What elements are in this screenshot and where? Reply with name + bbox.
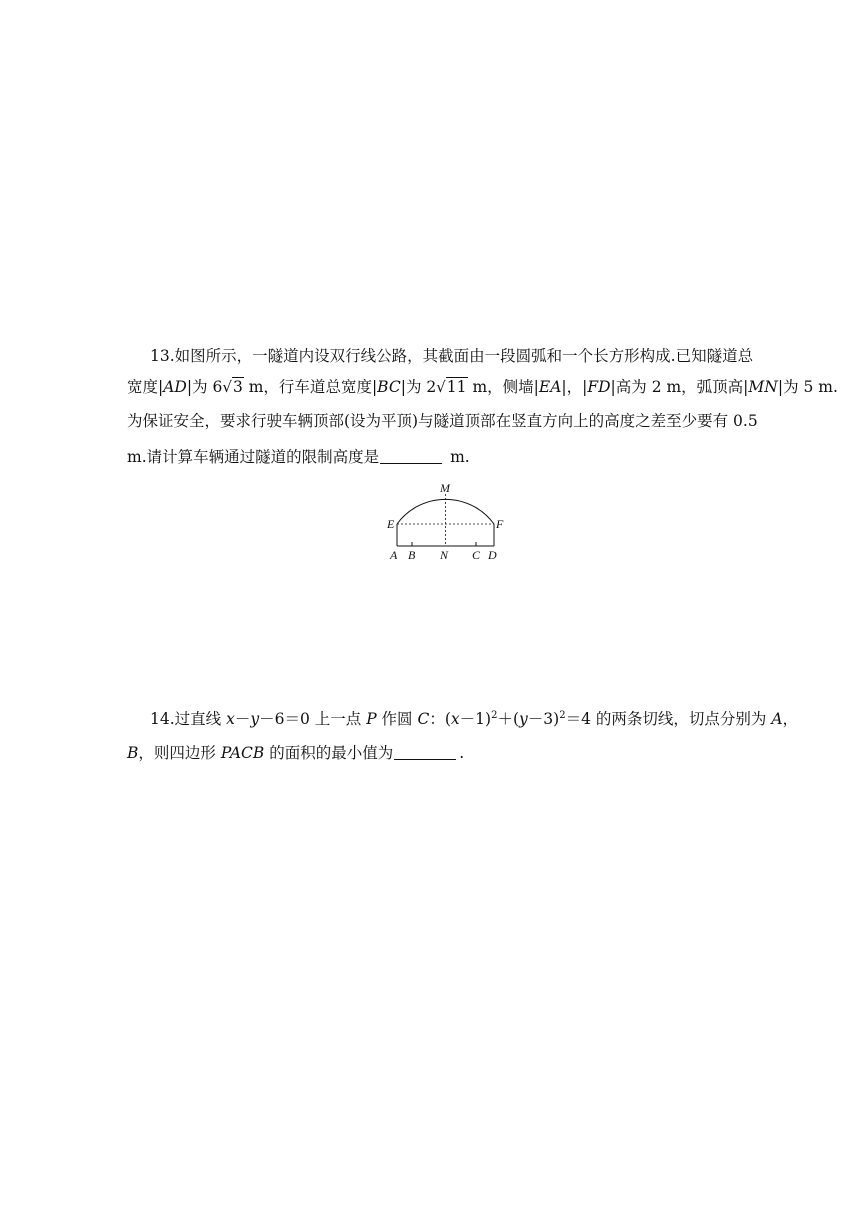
- q13-l2-p5: m，侧墙|: [467, 378, 539, 396]
- q14-sup-2: 2: [559, 710, 566, 721]
- q13-number: 13.: [150, 347, 175, 365]
- label-e: E: [387, 517, 395, 531]
- q14-l2-p1: ，则四边形: [138, 744, 221, 762]
- q13-l2-p8: |为 5 m.: [777, 378, 838, 396]
- q13-line-2: [127, 377, 838, 397]
- label-m: M: [440, 482, 450, 495]
- q14-l1-p3: 作圆: [376, 710, 418, 728]
- q13-var-mn: MN: [748, 378, 778, 396]
- q14-var-y2: y: [519, 710, 528, 728]
- q14-l1-p4: ：(: [429, 710, 451, 728]
- label-f: F: [496, 517, 504, 531]
- sqrt-sign: √: [222, 378, 232, 396]
- q14-line-1: [150, 709, 798, 729]
- q14-line-2: [127, 743, 464, 763]
- q13-var-ad: AD: [163, 378, 187, 396]
- radicand-11: 11: [446, 378, 467, 396]
- q14-var-x2: x: [450, 710, 460, 728]
- q14-var-a: A: [771, 710, 783, 728]
- q13-l2-p1: 宽度|: [127, 378, 164, 396]
- tunnel-diagram: [380, 482, 510, 564]
- answer-blank-14: [394, 745, 456, 760]
- q14-var-p: P: [366, 710, 377, 728]
- q13-text-3: 为保证安全，要求行驶车辆顶部(设为平顶)与隧道顶部在竖直方向上的高度之差至少要有 0.5: [127, 412, 758, 430]
- q13-l2-p4: |为 2: [400, 378, 437, 396]
- q13-l2-p2: |为 6: [186, 378, 223, 396]
- q14-l1-p6: ＋(: [497, 710, 520, 728]
- q14-l1-p7: －3): [527, 710, 560, 728]
- label-a: A: [390, 548, 398, 562]
- q14-l2-p3: .: [459, 744, 465, 762]
- q13-l4-p2: m.: [445, 448, 470, 466]
- label-d: D: [488, 548, 497, 562]
- q14-l1-p8: ＝4 的两条切线，切点分别为: [565, 710, 772, 728]
- q13-var-ea: EA: [538, 378, 562, 396]
- label-n: N: [440, 548, 449, 562]
- q13-line-1: [150, 346, 753, 366]
- label-c: C: [472, 548, 481, 562]
- q13-line-4: [127, 447, 470, 467]
- q13-l2-p6: |，|: [561, 378, 588, 396]
- q13-l2-p7: |高为 2 m，弧顶高|: [610, 378, 749, 396]
- q13-l4-p1: m.请计算车辆通过隧道的限制高度是: [127, 448, 380, 466]
- q13-var-bc: BC: [377, 378, 401, 396]
- q13-var-fd: FD: [587, 378, 611, 396]
- q13-text-1: 如图所示，一隧道内设双行线公路，其截面由一段圆弧和一个长方形构成.已知隧道总: [174, 347, 754, 365]
- q14-var-c: C: [417, 710, 430, 728]
- sqrt-sign-2: √: [436, 378, 446, 396]
- q14-l2-p2: 的面积的最小值为: [264, 744, 394, 762]
- answer-blank-13: [380, 449, 442, 464]
- label-b: B: [408, 548, 416, 562]
- q14-minus: －: [234, 710, 251, 728]
- q14-l1-p5: －1): [459, 710, 492, 728]
- q14-l1-p1: 14.过直线: [150, 710, 227, 728]
- q14-l1-p9: ，: [782, 710, 799, 728]
- q14-var-x: x: [226, 710, 235, 728]
- q14-l1-p2: －6＝0 上一点: [259, 710, 367, 728]
- q14-var-b: B: [127, 744, 139, 762]
- radicand-3: 3: [232, 378, 243, 396]
- q13-line-3: [127, 411, 758, 431]
- q14-sup-1: 2: [491, 710, 498, 721]
- q13-l2-p3: m，行车道总宽度|: [243, 378, 378, 396]
- q14-var-pacb: PACB: [220, 744, 265, 762]
- q14-var-y: y: [250, 710, 260, 728]
